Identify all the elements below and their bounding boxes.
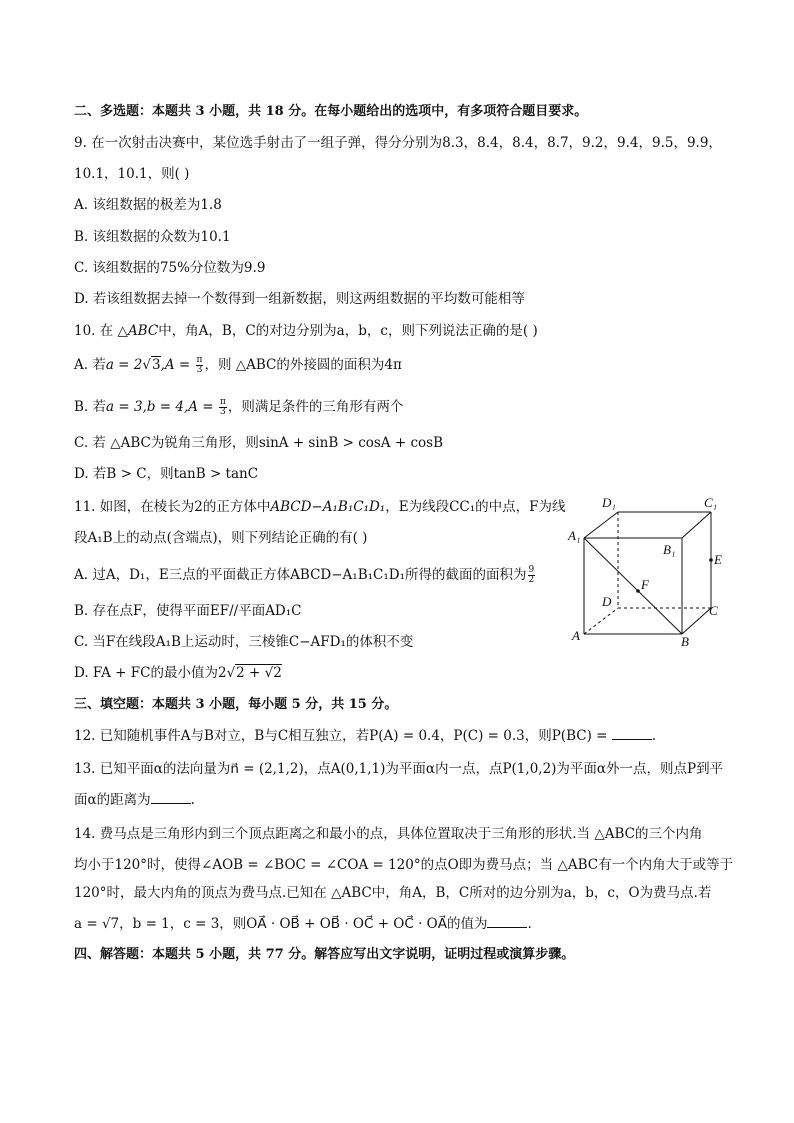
q14-line1: 14. 费马点是三角形内到三个顶点距离之和最小的点，具体位置取决于三角形的形状.当 △ABC的三个内角 [74, 826, 703, 842]
q11-option-a [74, 566, 536, 585]
q11-line1-post: ，E为线段CC₁的中点，F为线 [385, 499, 566, 515]
q9-option-d: D. 若该组数据去掉一个数得到一组新数据，则这两组数据的平均数可能相等 [74, 291, 525, 307]
q11-option-c: C. 当F在线段A₁B上运动时，三棱锥C−AFD₁的体积不变 [74, 634, 414, 650]
q11-option-b: B. 存在点F，使得平面EF//平面AD₁C [74, 603, 302, 619]
q10-b-post: ，则满足条件的三角形有两个 [227, 399, 404, 415]
edge-b1-c1 [682, 512, 711, 538]
q10-a-frac-num: π [196, 355, 203, 365]
q12-answer-blank[interactable] [612, 727, 652, 740]
edge-a-d [584, 608, 618, 634]
q14-end: . [527, 916, 532, 932]
q10-stem-pre: 10. 在 △ [74, 323, 128, 339]
label-b: B [681, 634, 689, 649]
point-f [636, 589, 640, 593]
q10-b-frac-den: 3 [220, 407, 226, 417]
section-multiple-choice: 二、多选题：本题共 3 小题，共 18 分。在每小题给出的选项中，有多项符合题目要求。 [74, 104, 588, 119]
q14-line3: 120°时，最大内角的顶点为费马点.已知在 △ABC中，角A，B，C所对的边分别为a，b，c，O为费马点.若 [74, 885, 712, 901]
q9-option-a: A. 该组数据的极差为1.8 [74, 197, 222, 213]
label-e: E [714, 552, 722, 567]
label-d1: D₁ [602, 495, 616, 510]
q10-option-c: C. 若 △ABC为锐角三角形，则sinA + sinB > cosA + cosB [74, 435, 443, 451]
q10-stem-triangle: ABC [127, 323, 159, 339]
q11-a-frac-den: 2 [528, 575, 535, 585]
q11-line1-cube: ABCD−A₁B₁C₁D₁ [270, 499, 386, 515]
q10-b-frac-num: π [219, 397, 226, 407]
q11-d-pre: D. FA + FC的最小值为2 [74, 665, 227, 681]
q11-line1-pre: 11. 如图，在棱长为2的正方体中 [74, 499, 271, 515]
q10-a-fraction [196, 356, 204, 375]
point-e [709, 558, 713, 562]
q11-d-sqrt: 2 + √2 [236, 665, 282, 681]
q10-option-a: A. 若a = 2√3,A = $\frac{\pi}{3}$ ，则 △ABC的外接圆的面积为4π [74, 355, 402, 375]
q10-a-pre: A. 若 [74, 357, 106, 373]
q9-option-b: B. 该组数据的众数为10.1 [74, 229, 231, 245]
q11-stem-line2: 段A₁B上的动点(含端点)，则下列结论正确的有( ) [74, 530, 368, 546]
q11-a-fraction [528, 566, 536, 585]
q12-text: 12. 已知随机事件A与B对立，B与C相互独立，若P(A) = 0.4，P(C) = 0.3，则P(BC) = [74, 728, 608, 744]
q11-a-pre: A. 过A，D₁，E三点的平面截正方体ABCD−A₁B₁C₁D₁所得的截面的面积为 [74, 567, 527, 583]
q9-stem-line1: 9. 在一次射击决赛中，某位选手射击了一组子弹，得分分别为8.3，8.4，8.4，8.7，9.2，9.4，9.5，9.9， [74, 135, 722, 151]
q13-answer-blank[interactable] [151, 791, 191, 804]
q12-end: . [651, 728, 657, 744]
label-a1: A₁ [568, 528, 581, 543]
q13-line2-pre: 面α的距离为 [74, 792, 151, 808]
label-c: C [709, 603, 718, 618]
q10-stem-post: 中，角A，B，C的对边分别为a，b，c，则下列说法正确的是( ) [158, 323, 538, 339]
q10-a-cond-a: a = 2 [105, 357, 143, 373]
q11-a-frac-num: 9 [528, 565, 535, 575]
q11-option-d: D. FA + FC的最小值为2√2 + √2 [74, 665, 282, 681]
q14-line2: 均小于120°时，使得∠AOB = ∠BOC = ∠COA = 120°的点O即为费马点；当 △ABC有一个内角大于或等于 [74, 857, 734, 873]
q10-option-d: D. 若B > C，则tanB > tanC [74, 466, 259, 482]
q10-a-frac-den: 3 [196, 365, 203, 375]
q13-line1: 13. 已知平面α的法向量为n⃗ = (2,1,2)，点A(0,1,1)为平面α内一点，点P(1,0,2)为平面α外一点，则点P到平 [74, 761, 724, 777]
q10-stem [74, 322, 538, 340]
q9-option-c: C. 该组数据的75%分位数为9.9 [74, 260, 266, 276]
q12 [74, 727, 656, 745]
q10-option-b [74, 398, 403, 417]
edge-b-c [682, 608, 711, 634]
q14-line4 [74, 915, 532, 933]
label-d: D [602, 594, 612, 609]
section-fill-in: 三、填空题：本题共 3 小题，每小题 5 分，共 15 分。 [74, 697, 398, 712]
q10-a-post: ，则 △ABC的外接圆的面积为4π [204, 357, 402, 373]
q11-stem-line1 [74, 498, 566, 516]
section-solutions: 四、解答题：本题共 5 小题，共 77 分。解答应写出文字说明，证明过程或演算步骤。 [74, 947, 575, 962]
q13-line2 [74, 791, 195, 809]
q14-line4-pre: a = √7，b = 1，c = 3，则OA⃗ · OB⃗ + OB⃗ · OC⃗ + OC⃗ · OA⃗的值为 [74, 916, 488, 932]
label-c1: C₁ [704, 495, 718, 510]
q10-b-fraction [219, 398, 227, 417]
label-f: F [641, 577, 649, 592]
q9-stem-line2: 10.1，10.1，则( ) [74, 166, 190, 182]
q10-b-pre: B. 若 [74, 399, 107, 415]
q10-a-sqrt: 3 [152, 357, 161, 373]
label-a: A [572, 628, 580, 643]
label-b1: B₁ [663, 542, 676, 557]
q10-a-cond-angle: ,A = [160, 357, 191, 373]
cube-figure [566, 494, 736, 650]
q14-answer-blank[interactable] [487, 915, 527, 928]
q10-b-cond: a = 3,b = 4,A = [106, 399, 214, 415]
edge-a1-d1 [584, 512, 618, 538]
q13-end: . [190, 792, 195, 808]
